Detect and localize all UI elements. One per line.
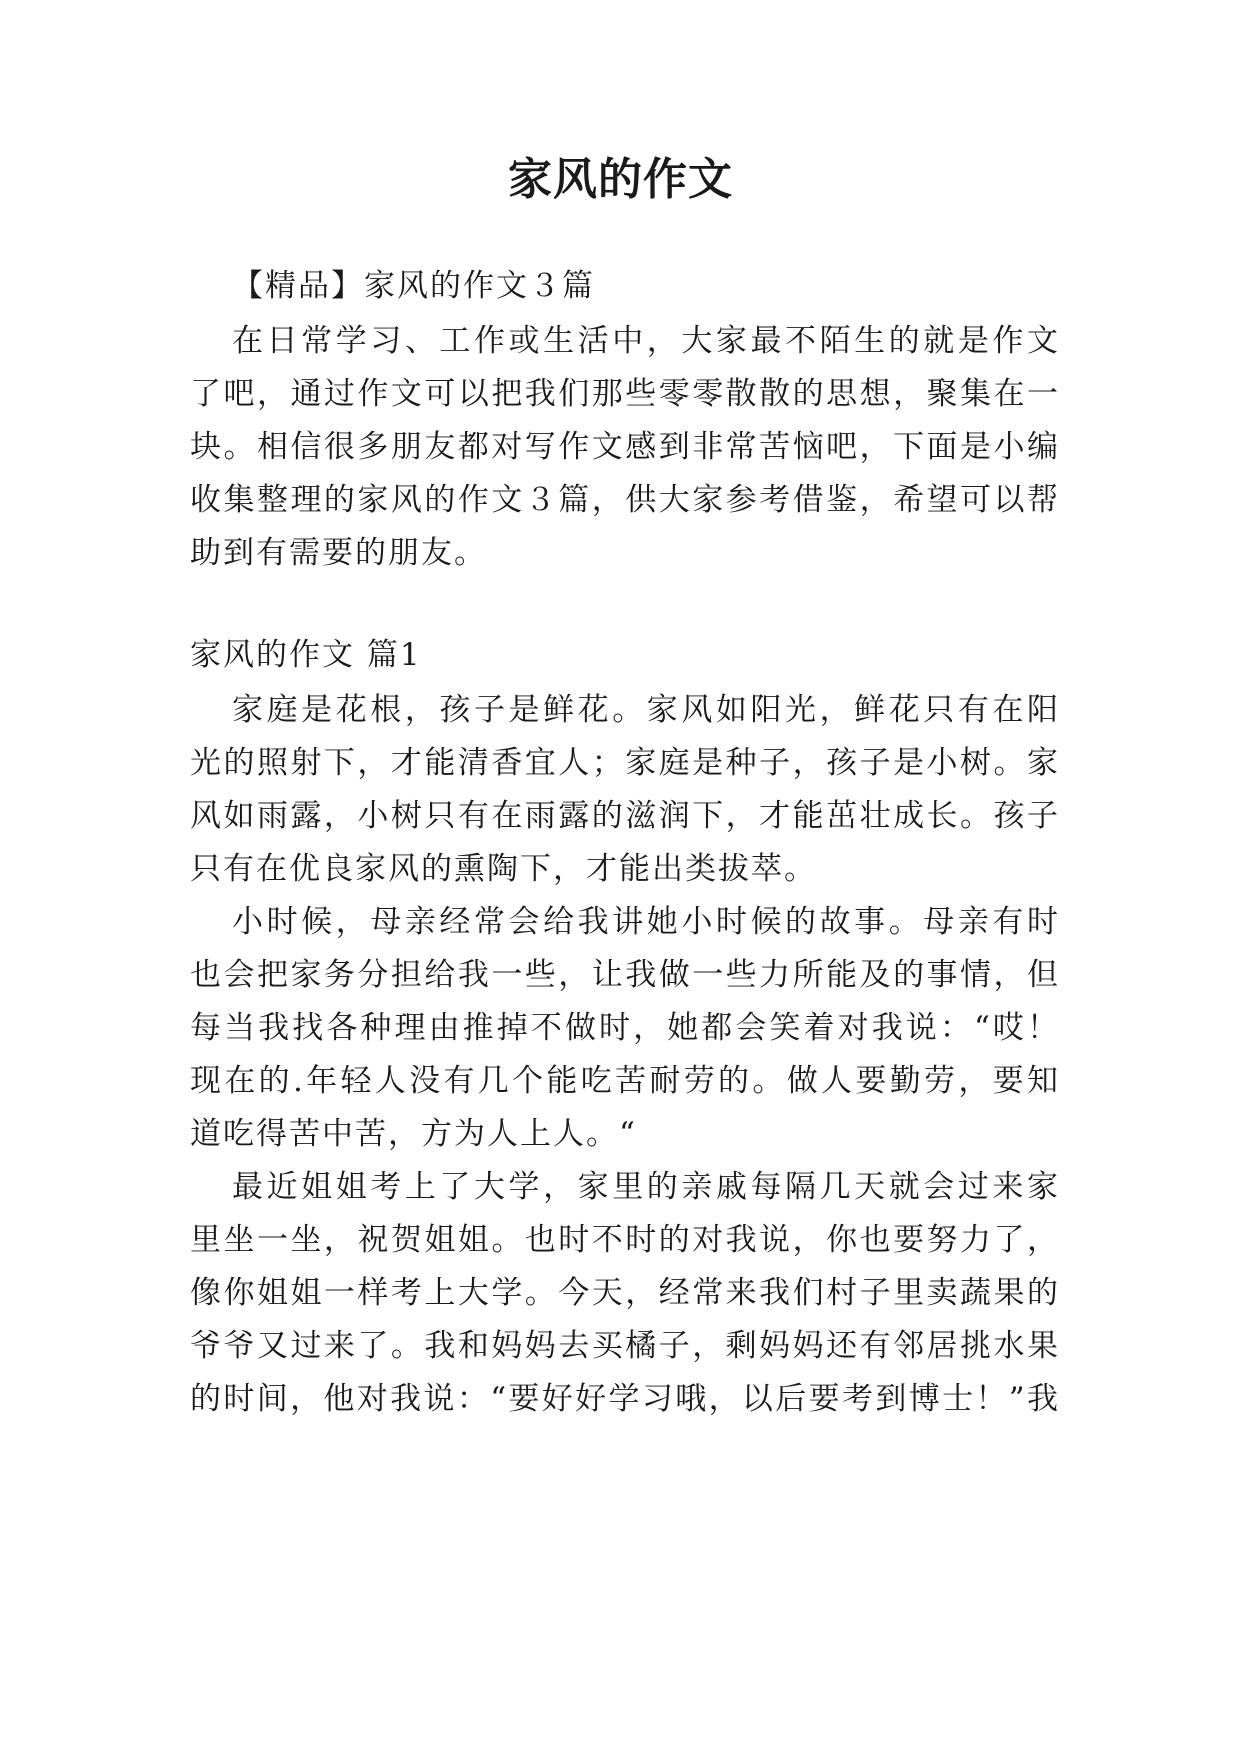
intro-line: 了吧，通过作文可以把我们那些零零散散的思想，聚集在一 — [190, 376, 1060, 412]
collection-heading: 【精品】家风的作文３篇 — [232, 268, 595, 304]
body-line: 也会把家务分担给我一些，让我做一些力所能及的事情，但 — [190, 957, 1060, 993]
body-line: 里坐一坐，祝贺姐姐。也时不时的对我说，你也要努力了， — [190, 1222, 1060, 1258]
intro-line: 在日常学习、工作或生活中，大家最不陌生的就是作文 — [232, 323, 1060, 359]
body-line: 的时间，他对我说：“要好好学习哦，以后要考到博士！”我 — [190, 1381, 1060, 1417]
intro-line: 助到有需要的朋友。 — [190, 535, 487, 571]
intro-line: 收集整理的家风的作文３篇，供大家参考借鉴，希望可以帮 — [190, 482, 1060, 518]
body-line: 光的照射下，才能清香宜人；家庭是种子，孩子是小树。家 — [190, 745, 1060, 781]
body-line: 爷爷又过来了。我和妈妈去买橘子，剩妈妈还有邻居挑水果 — [190, 1328, 1060, 1364]
body-line: 每当我找各种理由推掉不做时，她都会笑着对我说：“哎！ — [190, 1010, 1060, 1046]
intro-line: 块。相信很多朋友都对写作文感到非常苦恼吧，下面是小编 — [190, 429, 1060, 465]
body-line: 风如雨露，小树只有在雨露的滋润下，才能茁壮成长。孩子 — [190, 798, 1060, 834]
section-heading: 家风的作文 篇1 — [190, 637, 422, 673]
body-line: 小时候，母亲经常会给我讲她小时候的故事。母亲有时 — [232, 904, 1060, 940]
body-line: 只有在优良家风的熏陶下，才能出类拔萃。 — [190, 851, 817, 887]
body-line: 家庭是花根，孩子是鲜花。家风如阳光，鲜花只有在阳 — [232, 692, 1060, 728]
document-title: 家风的作文 — [508, 154, 733, 205]
body-line: 现在的.年轻人没有几个能吃苦耐劳的。做人要勤劳，要知 — [190, 1063, 1060, 1099]
body-line: 最近姐姐考上了大学，家里的亲戚每隔几天就会过来家 — [232, 1169, 1060, 1205]
body-line: 道吃得苦中苦，方为人上人。“ — [190, 1116, 637, 1152]
body-line: 像你姐姐一样考上大学。今天，经常来我们村子里卖蔬果的 — [190, 1275, 1060, 1311]
